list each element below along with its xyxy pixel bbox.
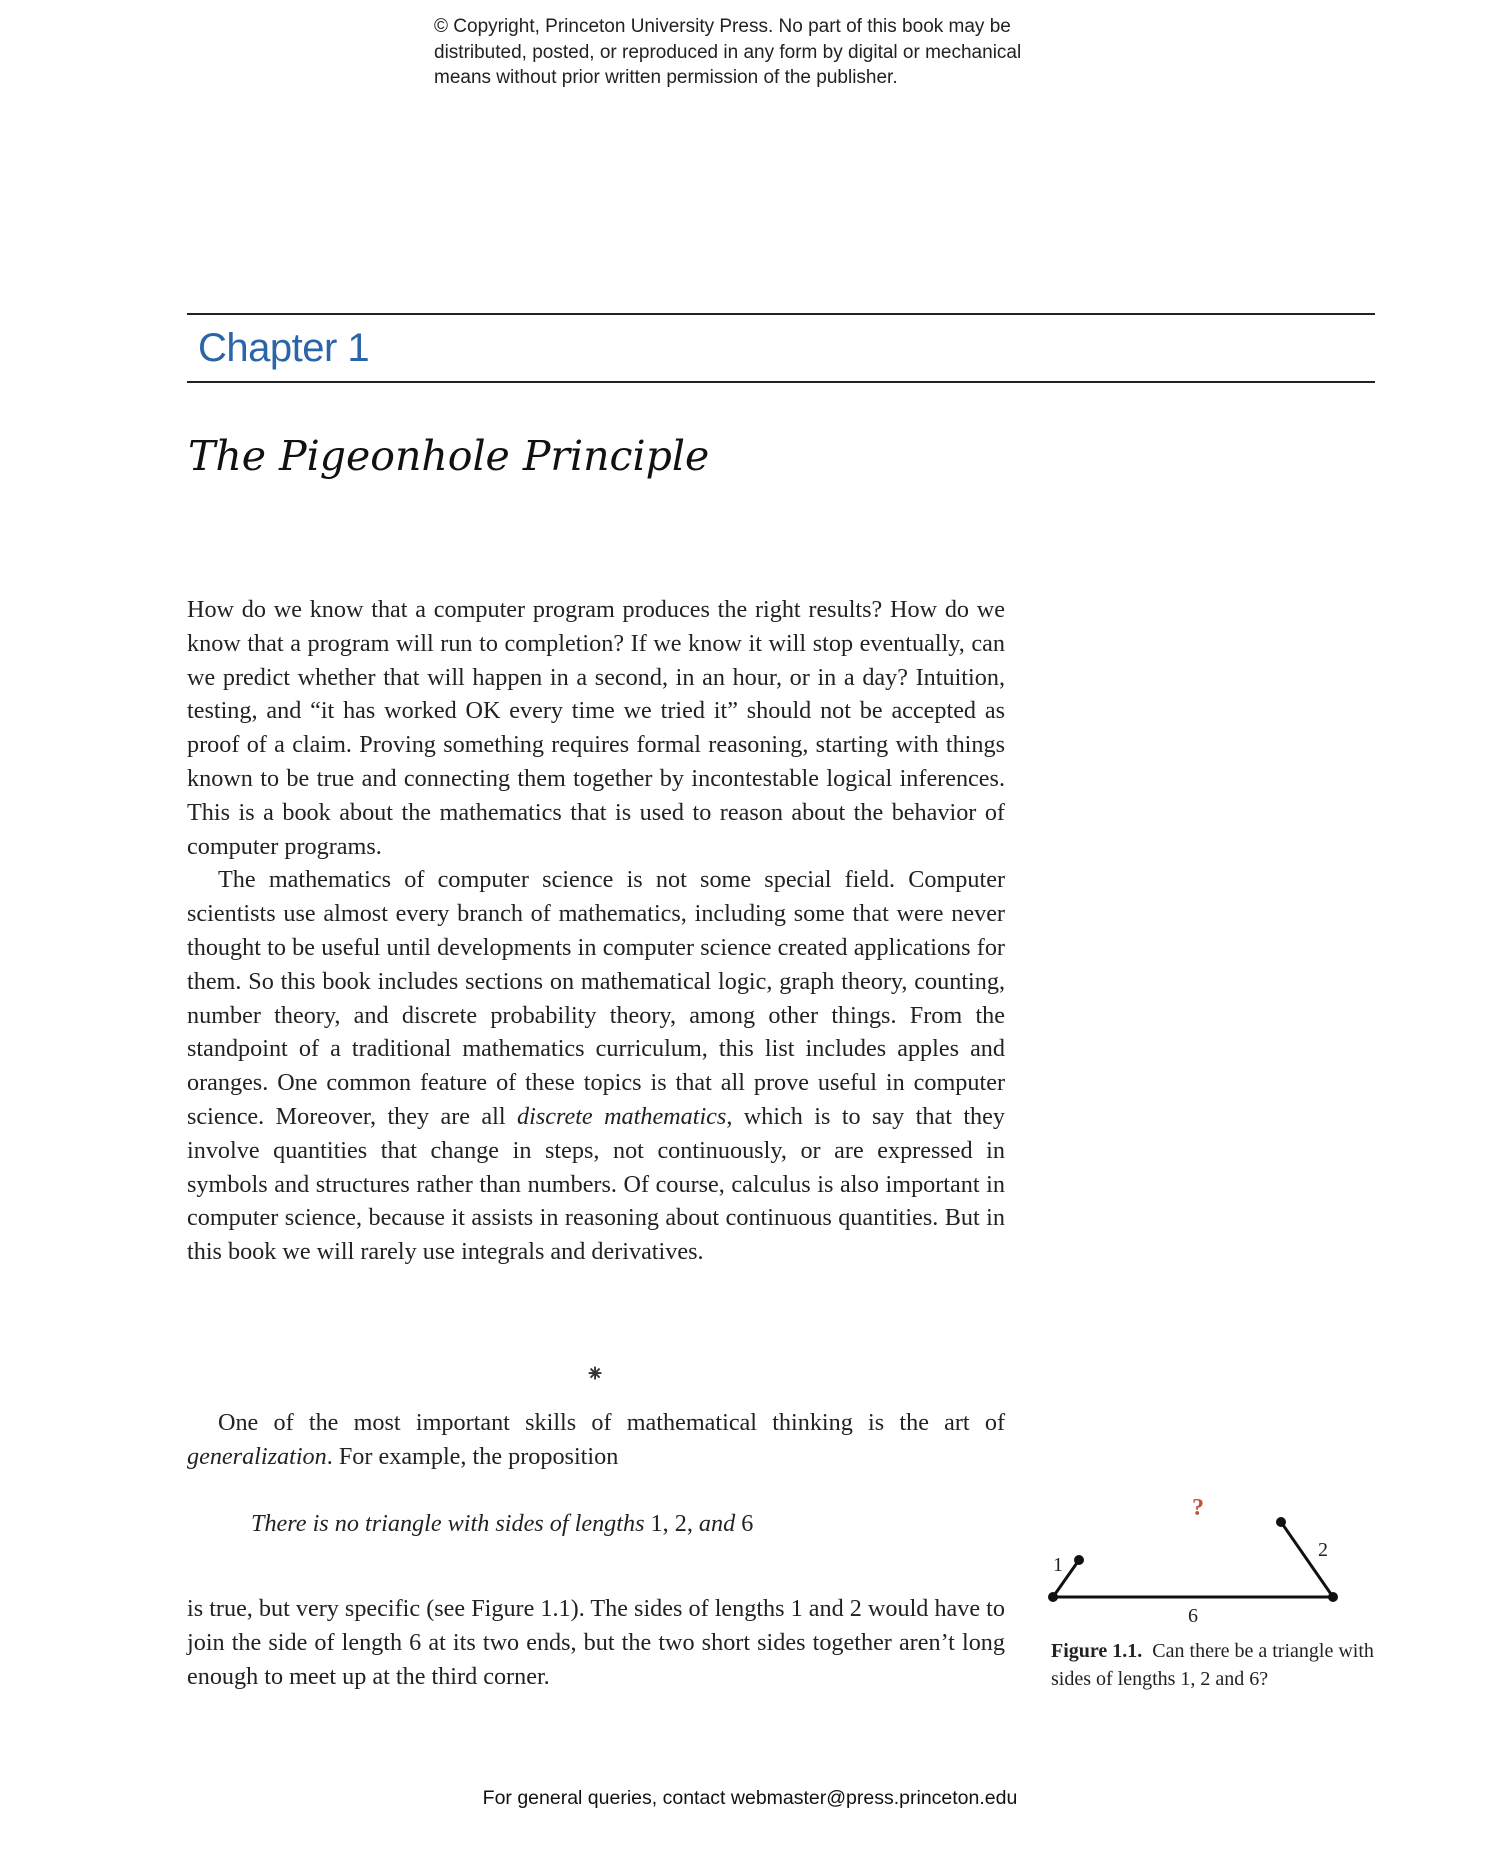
emphasis-generalization: generalization [187,1442,327,1470]
copyright-line: means without prior written permission of the publisher. [434,67,898,88]
figure-caption-text: Can there be a triangle with sides of lengths 1, 2 and 6? [1051,1640,1374,1690]
proposition-statement [251,1510,753,1538]
emphasis-discrete-mathematics: discrete mathematics [517,1102,727,1130]
paragraph-2-text: The mathematics of computer science is not some special field. Computer scientists use almost every branch of mathematics, including some that were never thought to be useful until developments in computer science created applications for them. So this book includes sections on mathematical logic, graph theory, counting, number theory, and discrete probability theory, among other things. From the standpoint of a traditional mathematics curriculum, this list includes apples and oranges. One common feature of these topics is that all prove useful in computer science. Moreover, they are all [187,866,1005,1130]
question-mark: ? [1192,1495,1204,1521]
paragraph-3-text-end: . For example, the proposition [326,1442,619,1470]
paragraph-3-text: One of the most important skills of mathematical thinking is the art of [218,1409,1005,1436]
side-label-6: 6 [1188,1605,1198,1627]
paragraph-3 [187,1406,1005,1474]
chapter-title: The Pigeonhole Principle [188,432,710,480]
footer-contact: For general queries, contact webmaster@press.princeton.edu [482,1787,1018,1809]
copyright-line: distributed, posted, or reproduced in any form by digital or mechanical [434,41,1022,63]
chapter-label: Chapter 1 [198,326,370,370]
proposition-number-6: 6 [735,1510,754,1537]
side-label-1: 1 [1053,1554,1063,1576]
triangle-diagram [1040,1495,1380,1635]
copyright-notice [434,14,1094,91]
paragraph-4: is true, but very specific (see Figure 1.1). The sides of lengths 1 and 2 would have to join the side of length 6 at its two ends, but the two short sides together aren’t long enough to meet up at the third corner. [187,1595,1005,1690]
proposition-and: and [698,1510,736,1537]
body-section-2 [187,1406,1005,1474]
figure-label: Figure 1.1. [1051,1640,1143,1662]
figure-caption [1051,1637,1381,1693]
copyright-line: © Copyright, Princeton University Press. No part of this book may be [434,16,1011,37]
body-section-1 [187,593,1005,1269]
side-label-2: 2 [1318,1539,1328,1561]
top-rule [187,313,1375,315]
proposition-italic: There is no triangle with sides of lengths [251,1510,645,1537]
paragraph-2 [187,863,1005,1269]
bottom-rule [187,381,1375,383]
paragraph-1: How do we know that a computer program produces the right results? How do we know that a program will run to completion? If we know it will stop eventually, can we predict whether that will happen in a second, in an hour, or in a day? Intuition, testing, and “it has worked OK every time we tried it” should not be accepted as proof of a claim. Proving something requires formal reasoning, starting with things known to be true and connecting them together by incontestable logical inferences. This is a book about the mathematics that is used to reason about the behavior of computer programs. [187,596,1005,860]
paragraph-2-text-end: , which is to say that they involve quantities that change in steps, not continuously, or are expressed in symbols and structures rather than numbers. Of course, calculus is also important in computer science, because it assists in reasoning about continuous quantities. But in this book we will rarely use integrals and derivatives. [187,1102,1005,1266]
proposition-numbers: 1, 2, [644,1510,699,1537]
section-break-ornament: ⁕ [584,1360,606,1388]
body-section-3 [187,1592,1005,1693]
